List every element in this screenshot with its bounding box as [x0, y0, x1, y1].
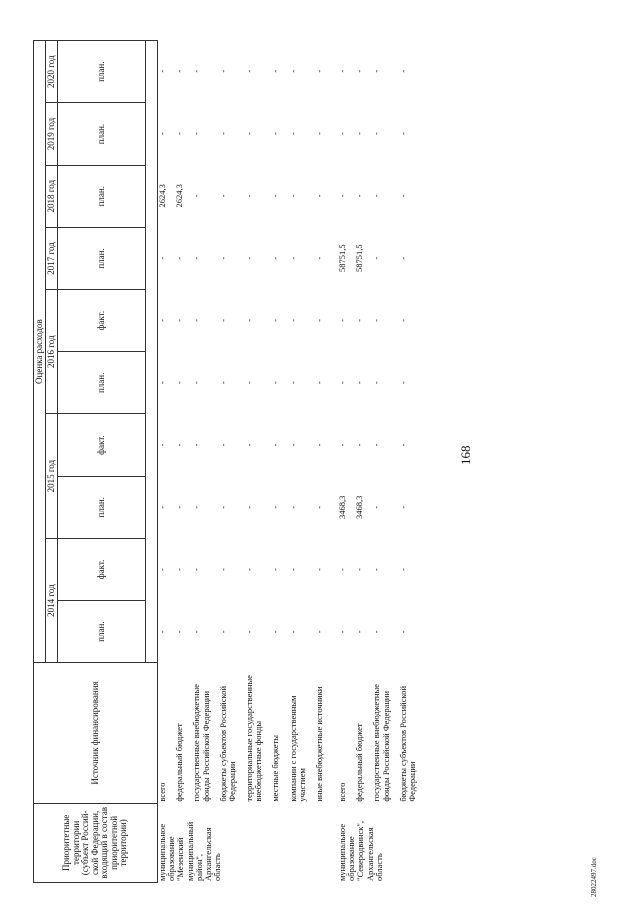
value-cell: -: [313, 319, 324, 322]
table-row: [219, 40, 245, 883]
value-cell: -: [371, 630, 382, 634]
table-row: [175, 40, 192, 883]
value-cell: -: [371, 568, 382, 571]
data-table: [158, 40, 425, 883]
value-cell: -: [287, 194, 298, 198]
value-cell: -: [244, 568, 255, 571]
value-cell: -: [191, 194, 202, 198]
value-cell: -: [270, 319, 281, 322]
value-cell: -: [371, 443, 382, 447]
source-cell: федеральный бюджет: [174, 723, 185, 802]
value-cell: -: [244, 69, 255, 73]
value-cell: -: [157, 256, 167, 260]
value-cell: -: [244, 505, 255, 509]
value-cell: -: [397, 505, 408, 509]
value-cell: -: [191, 319, 202, 322]
value-cell: -: [270, 505, 281, 509]
value-cell: -: [313, 505, 324, 509]
value-cell: -: [313, 443, 324, 447]
value-cell: -: [397, 319, 408, 322]
value-cell: -: [287, 319, 298, 322]
table-row: [245, 40, 271, 883]
value-cell: -: [270, 69, 281, 73]
value-cell: -: [313, 132, 324, 135]
value-cell: 3468,3: [337, 495, 348, 519]
header-plan: план.: [58, 476, 146, 538]
table-row: [192, 40, 218, 883]
value-cell: -: [157, 630, 167, 634]
header-year-2018: 2018 год: [46, 165, 58, 227]
value-cell: -: [191, 505, 202, 509]
header-plan: план.: [58, 165, 146, 227]
value-cell: -: [217, 568, 228, 571]
value-cell: -: [337, 568, 348, 571]
value-cell: -: [287, 630, 298, 634]
page-number: 168: [458, 445, 473, 465]
source-cell: всего: [337, 782, 348, 802]
source-cell: государственные внебюджетные фонды Российской Федерации: [371, 684, 391, 802]
value-cell: -: [174, 568, 185, 571]
value-cell: -: [397, 381, 408, 385]
value-cell: -: [354, 194, 365, 198]
value-cell: -: [191, 381, 202, 385]
header-year-2017: 2017 год: [46, 227, 58, 289]
value-cell: -: [191, 443, 202, 447]
value-cell: -: [217, 132, 228, 135]
value-cell: -: [174, 69, 185, 73]
header-table: [33, 40, 158, 883]
value-cell: -: [270, 568, 281, 571]
value-cell: -: [337, 132, 348, 135]
value-cell: -: [397, 630, 408, 634]
value-cell: -: [191, 256, 202, 260]
value-cell: -: [354, 381, 365, 385]
value-cell: -: [397, 256, 408, 260]
value-cell: -: [397, 132, 408, 135]
header-source: Источник финансирования: [34, 663, 158, 803]
table-row: [355, 40, 372, 883]
value-cell: -: [191, 69, 202, 73]
value-cell: -: [354, 319, 365, 322]
value-cell: -: [217, 69, 228, 73]
source-cell: государственные внебюджетные фонды Российской Федерации: [191, 684, 211, 802]
value-cell: -: [313, 69, 324, 73]
value-cell: -: [174, 505, 185, 509]
value-cell: 3468,3: [354, 495, 365, 519]
header-territory: Приоритетные территории (субъект Россий-ской Федерации, входящий в состав приоритетной территории): [34, 803, 158, 882]
value-cell: -: [244, 443, 255, 447]
value-cell: -: [174, 256, 185, 260]
value-cell: -: [371, 194, 382, 198]
value-cell: -: [354, 630, 365, 634]
value-cell: -: [244, 630, 255, 634]
table-row: [271, 40, 288, 883]
value-cell: -: [287, 69, 298, 73]
value-cell: -: [287, 381, 298, 385]
source-cell: федеральный бюджет: [354, 723, 365, 802]
value-cell: -: [244, 319, 255, 322]
header-plan: план.: [58, 227, 146, 289]
value-cell: 58751,5: [354, 244, 365, 272]
value-cell: -: [217, 194, 228, 198]
value-cell: -: [371, 381, 382, 385]
value-cell: -: [371, 505, 382, 509]
source-cell: бюджеты субъектов Российской Федерации: [217, 685, 237, 802]
value-cell: -: [371, 132, 382, 135]
value-cell: -: [244, 256, 255, 260]
header-year-2019: 2019 год: [46, 103, 58, 165]
value-cell: -: [217, 319, 228, 322]
value-cell: -: [337, 630, 348, 634]
value-cell: -: [191, 568, 202, 571]
source-cell: компании с государственным участием: [287, 695, 307, 802]
value-cell: -: [157, 319, 167, 322]
value-cell: -: [270, 132, 281, 135]
value-cell: -: [270, 630, 281, 634]
value-cell: -: [244, 132, 255, 135]
source-cell: территориальные государственные внебюджетные фонды: [244, 675, 264, 802]
table-row: [289, 40, 315, 883]
value-cell: -: [191, 132, 202, 135]
source-cell: всего: [157, 782, 167, 802]
value-cell: -: [287, 256, 298, 260]
value-cell: -: [217, 630, 228, 634]
header-fact: факт.: [58, 290, 146, 352]
value-cell: -: [313, 630, 324, 634]
value-cell: 2624,3: [157, 184, 167, 208]
footer-filename: 28022497.doc: [590, 857, 598, 897]
table-row: [315, 40, 332, 883]
value-cell: -: [174, 132, 185, 135]
value-cell: -: [270, 381, 281, 385]
territory-cell: муниципальное образование "Северодвинск", Архангельская область: [337, 821, 384, 881]
value-cell: 2624,3: [174, 184, 185, 208]
value-cell: -: [337, 194, 348, 198]
value-cell: -: [157, 69, 167, 73]
value-cell: -: [397, 568, 408, 571]
value-cell: -: [354, 568, 365, 571]
value-cell: -: [174, 319, 185, 322]
value-cell: -: [313, 568, 324, 571]
value-cell: -: [217, 505, 228, 509]
value-cell: -: [313, 194, 324, 198]
value-cell: -: [244, 194, 255, 198]
value-cell: -: [287, 132, 298, 135]
value-cell: -: [174, 443, 185, 447]
value-cell: -: [371, 256, 382, 260]
header-plan: план.: [58, 41, 146, 103]
header-estimate: Оценка расходов: [34, 41, 46, 663]
header-plan: план.: [58, 601, 146, 663]
value-cell: -: [397, 194, 408, 198]
value-cell: -: [313, 381, 324, 385]
value-cell: -: [371, 69, 382, 73]
value-cell: -: [397, 69, 408, 73]
value-cell: -: [287, 443, 298, 447]
value-cell: -: [217, 381, 228, 385]
header-plan: план.: [58, 103, 146, 165]
value-cell: -: [287, 568, 298, 571]
header-plan: план.: [58, 352, 146, 414]
value-cell: -: [270, 443, 281, 447]
value-cell: -: [157, 443, 167, 447]
value-cell: -: [354, 443, 365, 447]
value-cell: -: [337, 443, 348, 447]
header-year-2020: 2020 год: [46, 41, 58, 103]
source-cell: бюджеты субъектов Российской Федерации: [397, 685, 417, 802]
header-fact: факт.: [58, 414, 146, 476]
value-cell: -: [354, 69, 365, 73]
value-cell: 58751,5: [337, 244, 348, 272]
value-cell: -: [397, 443, 408, 447]
value-cell: -: [337, 69, 348, 73]
value-cell: -: [287, 505, 298, 509]
value-cell: -: [270, 256, 281, 260]
table-row: [158, 40, 175, 883]
value-cell: -: [174, 381, 185, 385]
value-cell: -: [337, 319, 348, 322]
value-cell: -: [157, 381, 167, 385]
value-cell: -: [371, 319, 382, 322]
value-cell: -: [157, 505, 167, 509]
header-year-2015: 2015 год: [46, 414, 58, 538]
source-cell: местные бюджеты: [270, 735, 281, 802]
territory-cell: муниципальное образование "Мезенский муниципальный район", Архангельская область: [157, 821, 223, 881]
value-cell: -: [174, 630, 185, 634]
value-cell: -: [157, 568, 167, 571]
table-row: [372, 40, 398, 883]
header-year-2014: 2014 год: [46, 538, 58, 662]
value-cell: -: [244, 381, 255, 385]
header-year-2016: 2016 год: [46, 290, 58, 414]
value-cell: -: [354, 132, 365, 135]
value-cell: -: [217, 256, 228, 260]
source-cell: иные внебюджетные источники: [313, 686, 324, 802]
value-cell: -: [217, 443, 228, 447]
table-row: [338, 40, 355, 883]
value-cell: -: [157, 132, 167, 135]
table-row: [399, 40, 425, 883]
value-cell: -: [313, 256, 324, 260]
value-cell: -: [270, 194, 281, 198]
header-fact: факт.: [58, 538, 146, 600]
value-cell: -: [337, 381, 348, 385]
value-cell: -: [191, 630, 202, 634]
